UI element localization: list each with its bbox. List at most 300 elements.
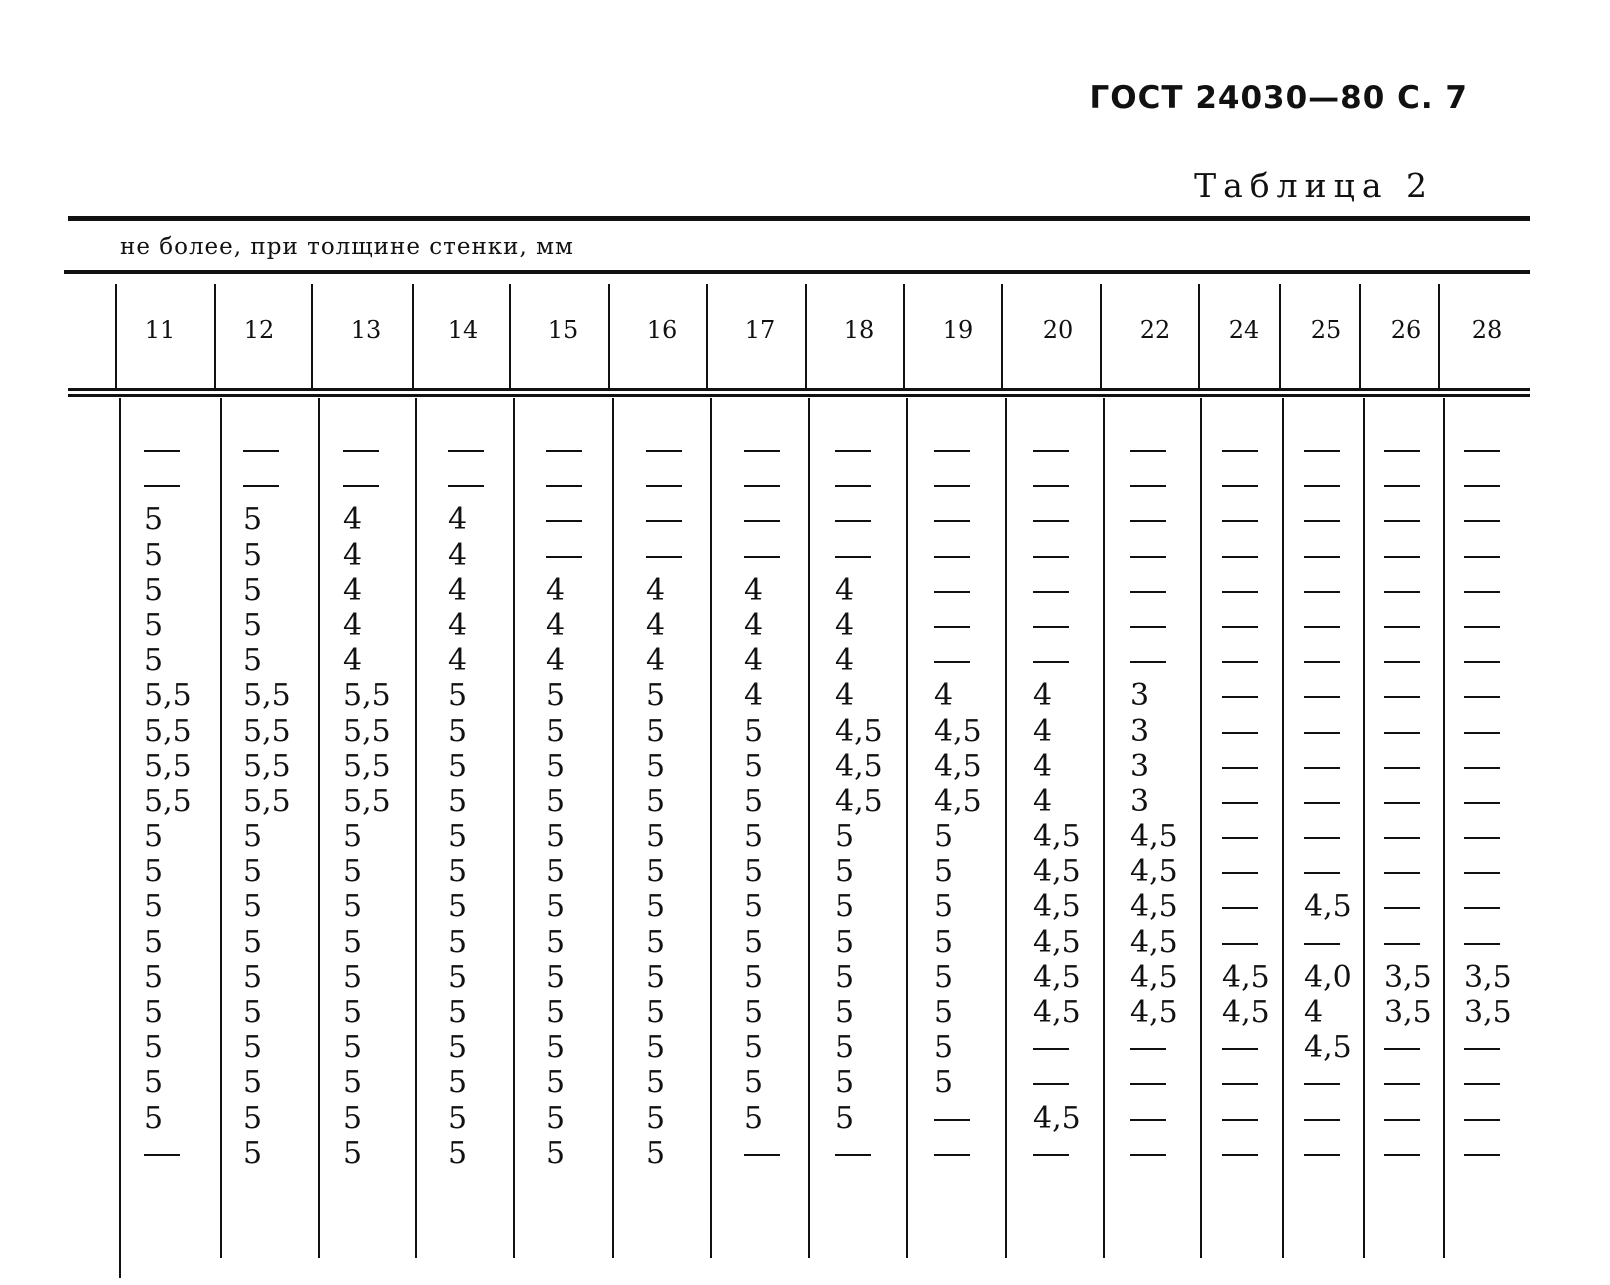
column-header: 28 [1471, 316, 1503, 344]
empty-cell-dash [1384, 608, 1432, 643]
dash-mark [1464, 767, 1500, 769]
dash-mark [1464, 450, 1500, 452]
table-cell: 5,5 [144, 678, 192, 714]
dash-mark [1384, 626, 1420, 628]
table-cell: 5 [343, 924, 363, 960]
empty-cell-dash [1222, 643, 1270, 678]
page-header: ГОСТ 24030—80 С. 7 [1089, 80, 1468, 116]
table-cell: 5 [144, 995, 164, 1030]
table-cell: 3,5 [1464, 995, 1512, 1030]
table-cell: 5 [546, 678, 566, 714]
empty-cell-dash [1222, 538, 1270, 573]
column-header: 11 [144, 316, 176, 344]
dash-mark [546, 450, 582, 452]
empty-cell-dash [1222, 432, 1270, 467]
empty-cell-dash [546, 538, 582, 573]
empty-cell-dash [1464, 784, 1512, 819]
dash-mark [1464, 1154, 1500, 1156]
dash-mark [144, 450, 180, 452]
dash-mark [1304, 696, 1340, 698]
empty-cell-dash [1464, 432, 1512, 467]
table-cell: 5 [835, 995, 855, 1030]
empty-cell-dash [1033, 573, 1081, 608]
empty-cell-dash [1304, 1136, 1352, 1171]
empty-cell-dash [1222, 1136, 1270, 1171]
empty-cell-dash [744, 538, 780, 573]
table-cell: 5 [144, 572, 164, 608]
table-cell: 5 [934, 995, 954, 1030]
table-cell: 5 [243, 643, 263, 679]
empty-cell-dash [1130, 573, 1178, 608]
table-cell: 5 [934, 854, 954, 890]
table-cell: 5 [744, 1100, 764, 1136]
table-column [646, 432, 682, 1171]
empty-cell-dash [144, 467, 192, 502]
dash-mark [1130, 1154, 1166, 1156]
empty-cell-dash [1384, 1136, 1432, 1171]
empty-cell-dash [934, 432, 982, 467]
empty-cell-dash [144, 1136, 192, 1171]
empty-cell-dash [546, 432, 582, 467]
column-divider [1443, 398, 1445, 1258]
table-cell: 4,5 [1130, 995, 1178, 1030]
header-rule-upper [68, 388, 1530, 391]
empty-cell-dash [243, 467, 291, 502]
table-cell: 5 [144, 819, 164, 855]
table-cell: 5 [546, 819, 566, 855]
empty-cell-dash [1304, 538, 1352, 573]
table-title: Таблица 2 [1194, 166, 1434, 205]
table-cell: 5 [243, 1135, 263, 1171]
table-cell: 5,5 [243, 678, 291, 714]
table-cell: 5 [546, 713, 566, 749]
table-cell: 5 [744, 1030, 764, 1066]
empty-cell-dash [1033, 643, 1081, 678]
table-cell: 4 [448, 537, 468, 573]
empty-cell-dash [646, 538, 682, 573]
empty-cell-dash [835, 538, 883, 573]
empty-cell-dash [835, 432, 883, 467]
dash-mark [1464, 591, 1500, 593]
table-cell: 5 [646, 854, 666, 890]
table-cell: 5 [243, 537, 263, 573]
dash-mark [646, 450, 682, 452]
dash-mark [1304, 872, 1340, 874]
table-cell: 5 [144, 1030, 164, 1066]
table-cell: 5,5 [144, 783, 192, 819]
dash-mark [1130, 520, 1166, 522]
table-cell: 5,5 [343, 783, 391, 819]
dash-mark [1222, 450, 1258, 452]
empty-cell-dash [243, 432, 291, 467]
dash-mark [1304, 732, 1340, 734]
table-cell: 4 [546, 607, 566, 643]
table-cell: 5 [546, 995, 566, 1030]
empty-cell-dash [1464, 608, 1512, 643]
dash-mark [546, 556, 582, 558]
empty-cell-dash [343, 432, 391, 467]
empty-cell-dash [835, 1136, 883, 1171]
dash-mark [835, 1154, 871, 1156]
empty-cell-dash [744, 502, 780, 537]
table-cell: 4 [646, 572, 666, 608]
table-cell: 5 [934, 1030, 954, 1066]
empty-cell-dash [1464, 678, 1512, 713]
table-cell: 5 [744, 995, 764, 1030]
table-cell: 5 [835, 924, 855, 960]
table-cell: 5 [243, 1100, 263, 1136]
table-cell: 4,5 [1033, 819, 1081, 855]
dash-mark [1130, 1048, 1166, 1050]
dash-mark [934, 485, 970, 487]
empty-cell-dash [1384, 1065, 1432, 1100]
table-cell: 5 [343, 1030, 363, 1066]
dash-mark [1464, 520, 1500, 522]
empty-cell-dash [1222, 714, 1270, 749]
column-header: 14 [447, 316, 479, 344]
table-cell: 5 [243, 819, 263, 855]
table-cell: 4 [343, 537, 363, 573]
dash-mark [1222, 626, 1258, 628]
table-cell: 4 [1033, 783, 1053, 819]
table-cell: 5 [144, 1100, 164, 1136]
empty-cell-dash [1464, 643, 1512, 678]
table-cell: 5 [546, 959, 566, 995]
empty-cell-dash [1384, 925, 1432, 960]
column-divider [415, 398, 417, 1258]
dash-mark [1033, 626, 1069, 628]
empty-cell-dash [1222, 925, 1270, 960]
empty-cell-dash [144, 432, 192, 467]
table-cell: 4,5 [1222, 959, 1270, 995]
dash-mark [1130, 1083, 1166, 1085]
table-cell: 5 [744, 819, 764, 855]
dash-mark [744, 556, 780, 558]
table-cell: 3,5 [1384, 959, 1432, 995]
table-cell: 4 [744, 607, 764, 643]
dash-mark [343, 485, 379, 487]
empty-cell-dash [1222, 1030, 1270, 1065]
dash-mark [835, 485, 871, 487]
table-column [448, 432, 484, 1171]
empty-cell-dash [1464, 714, 1512, 749]
dash-mark [1222, 485, 1258, 487]
table-cell: 5 [243, 924, 263, 960]
table-cell: 5 [144, 502, 164, 538]
dash-mark [1222, 767, 1258, 769]
empty-cell-dash [1464, 854, 1512, 889]
table-cell: 3 [1130, 748, 1150, 784]
table-cell: 4 [646, 607, 666, 643]
table-cell: 4,5 [1130, 889, 1178, 925]
empty-cell-dash [934, 467, 982, 502]
dash-mark [1222, 907, 1258, 909]
empty-cell-dash [1222, 678, 1270, 713]
dash-mark [1384, 661, 1420, 663]
table-cell: 5 [744, 1065, 764, 1101]
dash-mark [744, 520, 780, 522]
dash-mark [744, 450, 780, 452]
dash-mark [1464, 626, 1500, 628]
column-divider [1103, 398, 1105, 1258]
table-cell: 5,5 [144, 748, 192, 784]
dash-mark [1130, 661, 1166, 663]
column-divider [805, 284, 807, 388]
table-cell: 5,5 [343, 713, 391, 749]
table-cell: 4 [343, 502, 363, 538]
dash-mark [1304, 943, 1340, 945]
dash-mark [934, 661, 970, 663]
empty-cell-dash [1222, 608, 1270, 643]
empty-cell-dash [1464, 889, 1512, 924]
column-divider [1282, 398, 1284, 1258]
table-cell: 5 [448, 1065, 468, 1101]
empty-cell-dash [835, 467, 883, 502]
table-cell: 5 [646, 678, 666, 714]
empty-cell-dash [1384, 573, 1432, 608]
column-divider [1001, 284, 1003, 388]
column-header: 20 [1042, 316, 1074, 344]
table-cell: 5 [546, 1030, 566, 1066]
empty-cell-dash [934, 502, 982, 537]
table-cell: 5 [343, 889, 363, 925]
empty-cell-dash [1464, 1065, 1512, 1100]
dash-mark [1464, 556, 1500, 558]
empty-cell-dash [1304, 502, 1352, 537]
table-cell: 4,0 [1304, 959, 1352, 995]
empty-cell-dash [1304, 749, 1352, 784]
empty-cell-dash [1304, 854, 1352, 889]
empty-cell-dash [1222, 573, 1270, 608]
table-caption: не более, при толщине стенки, мм [120, 234, 574, 260]
empty-cell-dash [546, 467, 582, 502]
dash-mark [1464, 802, 1500, 804]
dash-mark [1304, 1154, 1340, 1156]
empty-cell-dash [1384, 819, 1432, 854]
dash-mark [243, 450, 279, 452]
table-cell: 5 [646, 995, 666, 1030]
dash-mark [1464, 661, 1500, 663]
dash-mark [1222, 556, 1258, 558]
column-divider [1100, 284, 1102, 388]
table-cell: 4,5 [934, 713, 982, 749]
table-cell: 5 [448, 889, 468, 925]
table-cell: 5,5 [243, 783, 291, 819]
table-cell: 5 [448, 819, 468, 855]
column-header: 19 [942, 316, 974, 344]
table-cell: 5 [835, 1030, 855, 1066]
table-cell: 5 [835, 1065, 855, 1101]
empty-cell-dash [1130, 502, 1178, 537]
dash-mark [1384, 802, 1420, 804]
table-cell: 5 [835, 854, 855, 890]
table-cell: 5 [934, 924, 954, 960]
empty-cell-dash [1033, 1065, 1081, 1100]
table-cell: 5 [144, 643, 164, 679]
dash-mark [744, 1154, 780, 1156]
dash-mark [1384, 696, 1420, 698]
dash-mark [1384, 591, 1420, 593]
table-cell: 5 [546, 783, 566, 819]
dash-mark [1304, 1119, 1340, 1121]
empty-cell-dash [934, 1136, 982, 1171]
dash-mark [835, 520, 871, 522]
dash-mark [1033, 556, 1069, 558]
empty-cell-dash [1304, 925, 1352, 960]
empty-cell-dash [1464, 1136, 1512, 1171]
table-cell: 4,5 [1130, 854, 1178, 890]
empty-cell-dash [1222, 854, 1270, 889]
table-cell: 3 [1130, 783, 1150, 819]
empty-cell-dash [1384, 714, 1432, 749]
table-cell: 4,5 [1304, 889, 1352, 925]
empty-cell-dash [744, 1136, 780, 1171]
column-divider [311, 284, 313, 388]
table-cell: 4 [343, 607, 363, 643]
table-cell: 5 [646, 1065, 666, 1101]
column-header: 13 [350, 316, 382, 344]
dash-mark [243, 485, 279, 487]
dash-mark [1384, 767, 1420, 769]
table-cell: 4,5 [835, 713, 883, 749]
table-cell: 4,5 [1130, 924, 1178, 960]
empty-cell-dash [448, 467, 484, 502]
table-cell: 5 [646, 889, 666, 925]
table-cell: 5 [934, 959, 954, 995]
table-cell: 5 [448, 1135, 468, 1171]
dash-mark [1464, 837, 1500, 839]
dash-mark [1384, 556, 1420, 558]
table-cell: 4 [343, 643, 363, 679]
empty-cell-dash [1304, 643, 1352, 678]
table-cell: 5 [243, 572, 263, 608]
table-cell: 5,5 [343, 748, 391, 784]
empty-cell-dash [1304, 784, 1352, 819]
empty-cell-dash [1384, 643, 1432, 678]
table-column [835, 432, 883, 1171]
empty-cell-dash [1464, 1101, 1512, 1136]
empty-cell-dash [1384, 432, 1432, 467]
dash-mark [546, 520, 582, 522]
table-cell: 5 [448, 1100, 468, 1136]
dash-mark [1222, 520, 1258, 522]
column-divider [513, 398, 515, 1258]
table-cell: 5 [448, 713, 468, 749]
column-divider [318, 398, 320, 1258]
table-cell: 5 [744, 783, 764, 819]
table-cell: 5 [144, 924, 164, 960]
dash-mark [934, 1154, 970, 1156]
dash-mark [1222, 591, 1258, 593]
dash-mark [1464, 732, 1500, 734]
table-cell: 5 [343, 854, 363, 890]
dash-mark [1130, 626, 1166, 628]
table-column [1222, 432, 1270, 1171]
table-cell: 5 [744, 889, 764, 925]
table-cell: 5 [646, 783, 666, 819]
empty-cell-dash [934, 643, 982, 678]
table-cell: 5 [646, 1030, 666, 1066]
empty-cell-dash [1033, 538, 1081, 573]
table-cell: 5 [546, 1100, 566, 1136]
column-divider [1198, 284, 1200, 388]
table-cell: 5 [646, 1100, 666, 1136]
dash-mark [934, 1119, 970, 1121]
column-header: 24 [1228, 316, 1260, 344]
column-divider [808, 398, 810, 1258]
table-cell: 5 [144, 537, 164, 573]
empty-cell-dash [646, 502, 682, 537]
empty-cell-dash [1130, 1065, 1178, 1100]
table-cell: 5 [835, 819, 855, 855]
dash-mark [1304, 591, 1340, 593]
column-divider [220, 398, 222, 1258]
table-cell: 5 [546, 924, 566, 960]
dash-mark [1384, 1119, 1420, 1121]
dash-mark [1304, 1083, 1340, 1085]
dash-mark [1384, 450, 1420, 452]
dash-mark [1464, 485, 1500, 487]
dash-mark [1464, 1048, 1500, 1050]
dash-mark [448, 450, 484, 452]
table-cell: 4 [646, 643, 666, 679]
dash-mark [1304, 556, 1340, 558]
table-cell: 5 [343, 819, 363, 855]
table-cell: 5 [646, 748, 666, 784]
dash-mark [343, 450, 379, 452]
empty-cell-dash [1130, 432, 1178, 467]
dash-mark [646, 556, 682, 558]
table-cell: 4 [546, 643, 566, 679]
table-cell: 5 [934, 1065, 954, 1101]
empty-cell-dash [1033, 467, 1081, 502]
table-cell: 5 [646, 959, 666, 995]
dash-mark [646, 520, 682, 522]
empty-cell-dash [934, 538, 982, 573]
empty-cell-dash [1384, 538, 1432, 573]
column-divider [1438, 284, 1440, 388]
dash-mark [1222, 943, 1258, 945]
empty-cell-dash [1304, 1065, 1352, 1100]
column-divider [1279, 284, 1281, 388]
table-cell: 4 [744, 572, 764, 608]
empty-cell-dash [1304, 1101, 1352, 1136]
empty-cell-dash [1304, 573, 1352, 608]
table-cell: 5 [835, 889, 855, 925]
dash-mark [1222, 1083, 1258, 1085]
table-cell: 4,5 [934, 783, 982, 819]
table-cell: 4 [1304, 995, 1324, 1030]
empty-cell-dash [744, 467, 780, 502]
column-divider [906, 398, 908, 1258]
empty-cell-dash [1384, 678, 1432, 713]
empty-cell-dash [1304, 714, 1352, 749]
table-cell: 5 [243, 607, 263, 643]
table-cell: 5 [835, 1100, 855, 1136]
column-divider [608, 284, 610, 388]
table-cell: 5 [646, 713, 666, 749]
table-cell: 3 [1130, 713, 1150, 749]
dash-mark [1222, 661, 1258, 663]
table-cell: 5 [243, 995, 263, 1030]
table-cell: 5,5 [243, 713, 291, 749]
empty-cell-dash [1384, 1030, 1432, 1065]
table-cell: 5 [243, 1030, 263, 1066]
table-cell: 5 [448, 1030, 468, 1066]
column-divider [1359, 284, 1361, 388]
table-cell: 5 [448, 995, 468, 1030]
table-cell: 5 [934, 819, 954, 855]
